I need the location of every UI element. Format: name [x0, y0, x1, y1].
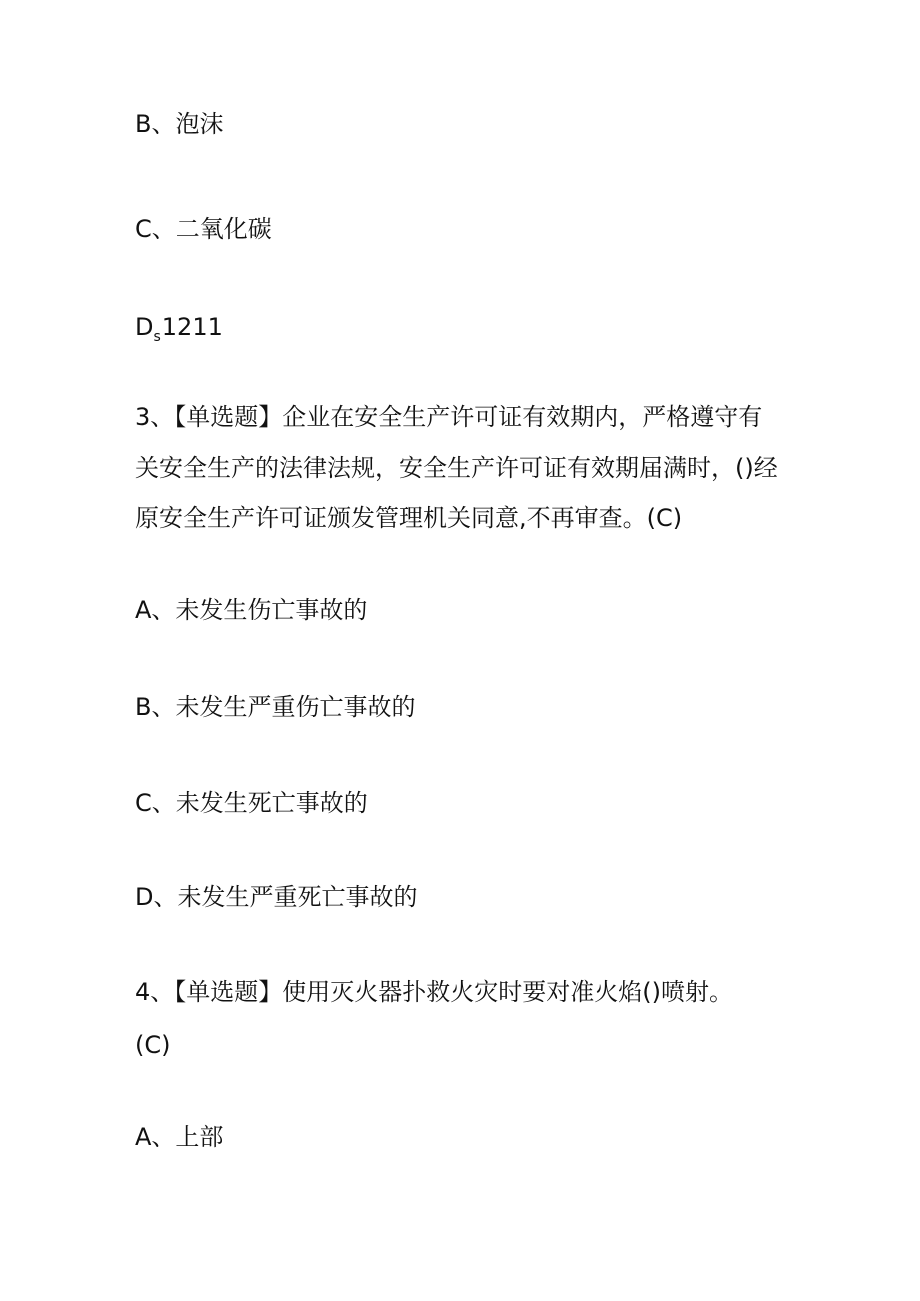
q3-option-a: A、未发生伤亡事故的 — [135, 596, 368, 624]
q3-option-c: C、未发生死亡事故的 — [135, 789, 368, 817]
q4-question-line-1: 4、【单选题】使用灭火器扑救火灾时要对准火焰()喷射。 — [135, 978, 733, 1006]
q3-option-d: D、未发生严重死亡事故的 — [135, 883, 418, 911]
q2-option-c: C、二氧化碳 — [135, 215, 272, 243]
q3-question-line-2: 关安全生产的法律法规，安全生产许可证有效期届满时，()经 — [135, 454, 778, 482]
q2-option-b: B、泡沫 — [135, 110, 224, 138]
q2-option-d-letter: D — [135, 313, 154, 341]
q3-question-line-3: 原安全生产许可证颁发管理机关同意,不再审查。(C) — [135, 504, 683, 532]
q4-option-a: A、上部 — [135, 1123, 224, 1151]
q3-question-line-1: 3、【单选题】企业在安全生产许可证有效期内，严格遵守有 — [135, 403, 763, 431]
q2-option-d-text: 1211 — [161, 313, 223, 341]
q4-question-line-2: (C) — [135, 1031, 171, 1059]
q2-option-d — [135, 303, 223, 361]
q2-option-d-subscript: s — [153, 329, 161, 345]
q3-option-b: B、未发生严重伤亡事故的 — [135, 693, 416, 721]
